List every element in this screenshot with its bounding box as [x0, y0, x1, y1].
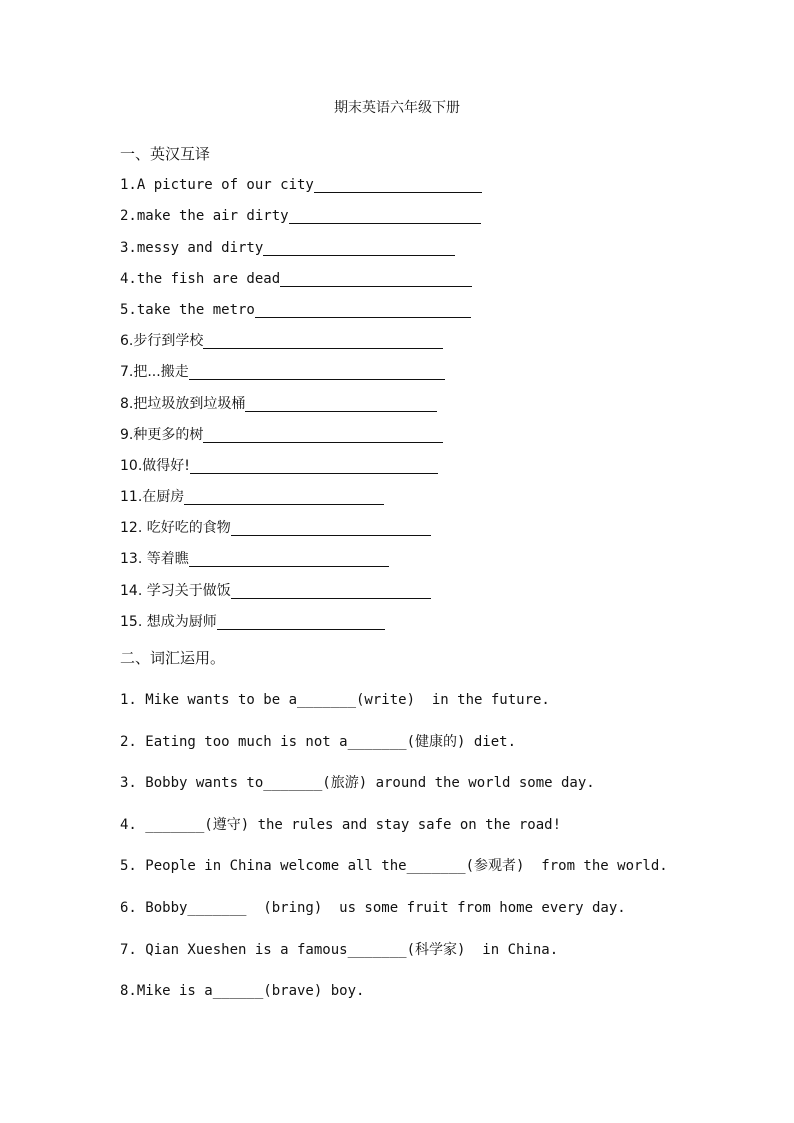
translation-item-text: 5.take the metro: [120, 302, 255, 318]
translation-item-text: 13. 等着瞧: [120, 551, 189, 567]
answer-blank[interactable]: [189, 552, 389, 567]
vocabulary-item: 8.Mike is a______(brave) boy.: [120, 983, 365, 999]
translation-item: [120, 550, 389, 568]
translation-item-text: 7.把...搬走: [120, 364, 189, 380]
answer-blank[interactable]: [245, 397, 437, 412]
answer-blank[interactable]: [203, 428, 443, 443]
translation-item-text: 11.在厨房: [120, 489, 185, 505]
translation-item: [120, 239, 455, 257]
translation-item-text: 15. 想成为厨师: [120, 614, 217, 630]
translation-item-text: 6.步行到学校: [120, 333, 204, 349]
section-heading-vocabulary: 二、词汇运用。: [120, 649, 226, 667]
section-heading-translation: 一、英汉互译: [120, 145, 211, 163]
answer-blank[interactable]: [289, 209, 481, 224]
vocabulary-item: 3. Bobby wants to_______(旅游) around the world some day.: [120, 775, 595, 791]
translation-item-text: 1.A picture of our city: [120, 177, 314, 193]
translation-item: [120, 176, 482, 194]
answer-blank[interactable]: [314, 178, 482, 193]
translation-item-text: 2.make the air dirty: [120, 208, 289, 224]
translation-item: [120, 270, 472, 288]
translation-item-text: 12. 吃好吃的食物: [120, 520, 231, 536]
answer-blank[interactable]: [280, 272, 472, 287]
answer-blank[interactable]: [263, 241, 455, 256]
answer-blank[interactable]: [231, 521, 431, 536]
translation-item: [120, 488, 384, 506]
answer-blank[interactable]: [190, 459, 438, 474]
answer-blank[interactable]: [217, 615, 385, 630]
translation-item: [120, 426, 443, 444]
answer-blank[interactable]: [203, 334, 443, 349]
translation-item-text: 4.the fish are dead: [120, 271, 281, 287]
vocabulary-item: 1. Mike wants to be a_______(write) in the future.: [120, 692, 550, 708]
translation-item: [120, 457, 438, 475]
answer-blank[interactable]: [231, 584, 431, 599]
translation-item: [120, 332, 443, 350]
translation-item-text: 8.把垃圾放到垃圾桶: [120, 396, 246, 412]
answer-blank[interactable]: [184, 490, 384, 505]
answer-blank[interactable]: [189, 365, 445, 380]
vocabulary-item: 2. Eating too much is not a_______(健康的) diet.: [120, 734, 517, 750]
page-title: 期末英语六年级下册: [334, 100, 460, 116]
translation-item-text: 9.种更多的树: [120, 427, 204, 443]
answer-blank[interactable]: [255, 303, 471, 318]
translation-item: [120, 301, 471, 319]
vocabulary-item: 4. _______(遵守) the rules and stay safe on the road!: [120, 817, 562, 833]
translation-item: [120, 582, 431, 600]
vocabulary-item: 5. People in China welcome all the_______(参观者) from the world.: [120, 858, 668, 874]
translation-item-text: 3.messy and dirty: [120, 240, 264, 256]
translation-item-text: 10.做得好!: [120, 458, 190, 474]
translation-item: [120, 519, 431, 537]
translation-item-text: 14. 学习关于做饭: [120, 583, 231, 599]
translation-item: [120, 613, 385, 631]
vocabulary-item: 7. Qian Xueshen is a famous_______(科学家) in China.: [120, 942, 559, 958]
translation-item: [120, 395, 437, 413]
vocabulary-item: 6. Bobby_______ (bring) us some fruit from home every day.: [120, 900, 626, 916]
translation-item: [120, 207, 481, 225]
translation-item: [120, 363, 445, 381]
